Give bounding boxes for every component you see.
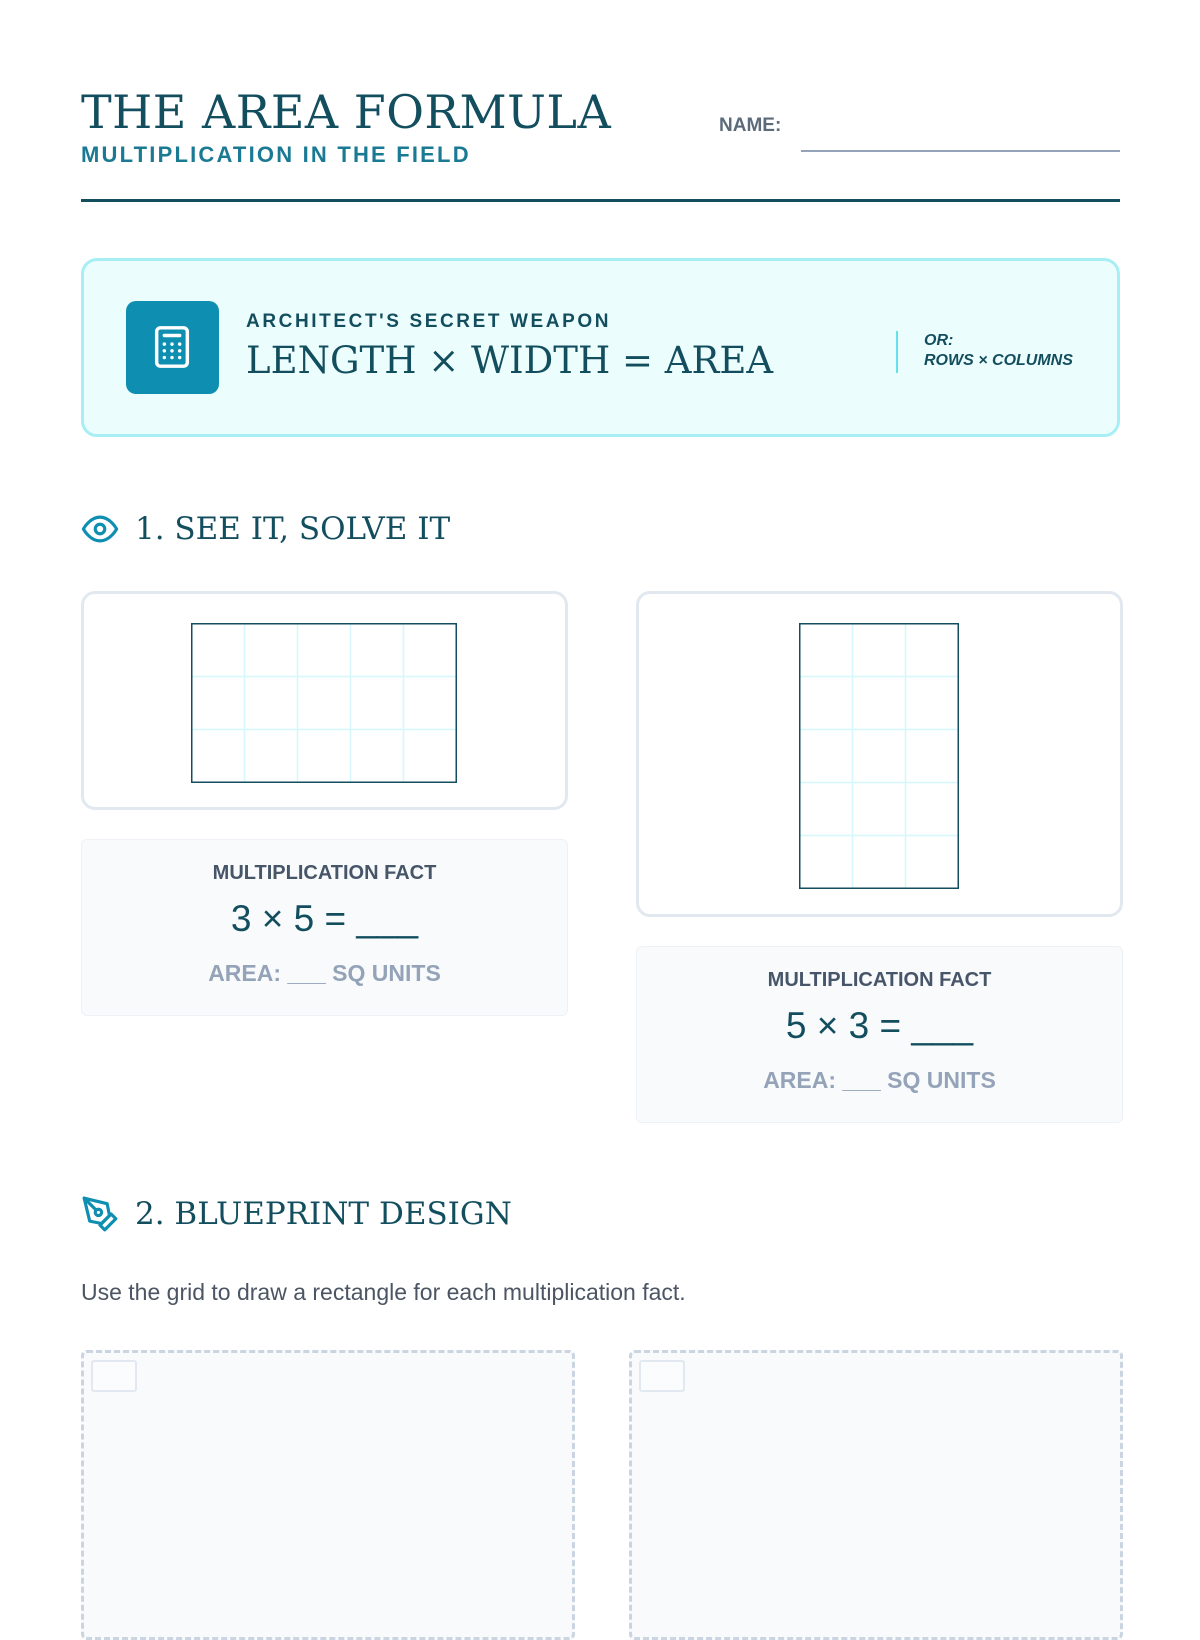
section-1-heading bbox=[81, 507, 450, 551]
formula-alt-text: ROWS × COLUMNS bbox=[924, 352, 1073, 369]
formula-alternative bbox=[924, 331, 1073, 371]
section-1-title: 1. SEE IT, SOLVE IT bbox=[135, 511, 451, 547]
grid-outline bbox=[192, 624, 457, 783]
formula-alt-label: OR: bbox=[924, 332, 954, 349]
equation-1[interactable]: 3 × 5 = ___ bbox=[230, 898, 419, 939]
grid-outline bbox=[800, 624, 959, 889]
worksheet-header bbox=[81, 82, 1120, 202]
formula-callout bbox=[81, 258, 1120, 437]
drawing-label-box-1[interactable] bbox=[91, 1360, 137, 1392]
pen-tool-icon bbox=[81, 1195, 119, 1233]
calculator-badge bbox=[126, 301, 219, 394]
area-answer-2[interactable]: AREA: ___ SQ UNITS bbox=[763, 1067, 996, 1093]
drawing-area-2[interactable] bbox=[629, 1350, 1123, 1640]
array-grid-1 bbox=[191, 623, 457, 783]
drawing-area-1[interactable] bbox=[81, 1350, 575, 1640]
fact-card-2 bbox=[636, 946, 1123, 1123]
page-subtitle: MULTIPLICATION IN THE FIELD bbox=[81, 142, 471, 167]
blueprint-instructions: Use the grid to draw a rectangle for each multiplication fact. bbox=[81, 1279, 686, 1305]
array-grid-card-2 bbox=[636, 591, 1123, 917]
formula-divider bbox=[896, 331, 898, 373]
area-answer-1[interactable]: AREA: ___ SQ UNITS bbox=[208, 960, 441, 986]
fact-label-1: MULTIPLICATION FACT bbox=[212, 862, 437, 884]
equation-2[interactable]: 5 × 3 = ___ bbox=[785, 1005, 974, 1046]
section-2-title: 2. BLUEPRINT DESIGN bbox=[135, 1196, 512, 1232]
name-write-line[interactable] bbox=[801, 150, 1120, 152]
area-formula: LENGTH × WIDTH = AREA bbox=[246, 339, 774, 382]
formula-kicker: ARCHITECT'S SECRET WEAPON bbox=[246, 311, 612, 332]
section-2-heading bbox=[81, 1192, 512, 1236]
name-label: NAME: bbox=[719, 115, 782, 136]
worksheet-page bbox=[81, 0, 1120, 1600]
array-grid-2 bbox=[799, 623, 959, 889]
page-title: THE AREA FORMULA bbox=[81, 85, 612, 139]
array-grid-card-1 bbox=[81, 591, 568, 810]
eye-icon bbox=[81, 510, 119, 548]
fact-card-1 bbox=[81, 839, 568, 1016]
fact-label-2: MULTIPLICATION FACT bbox=[767, 969, 992, 991]
drawing-label-box-2[interactable] bbox=[639, 1360, 685, 1392]
calculator-icon bbox=[149, 324, 195, 370]
